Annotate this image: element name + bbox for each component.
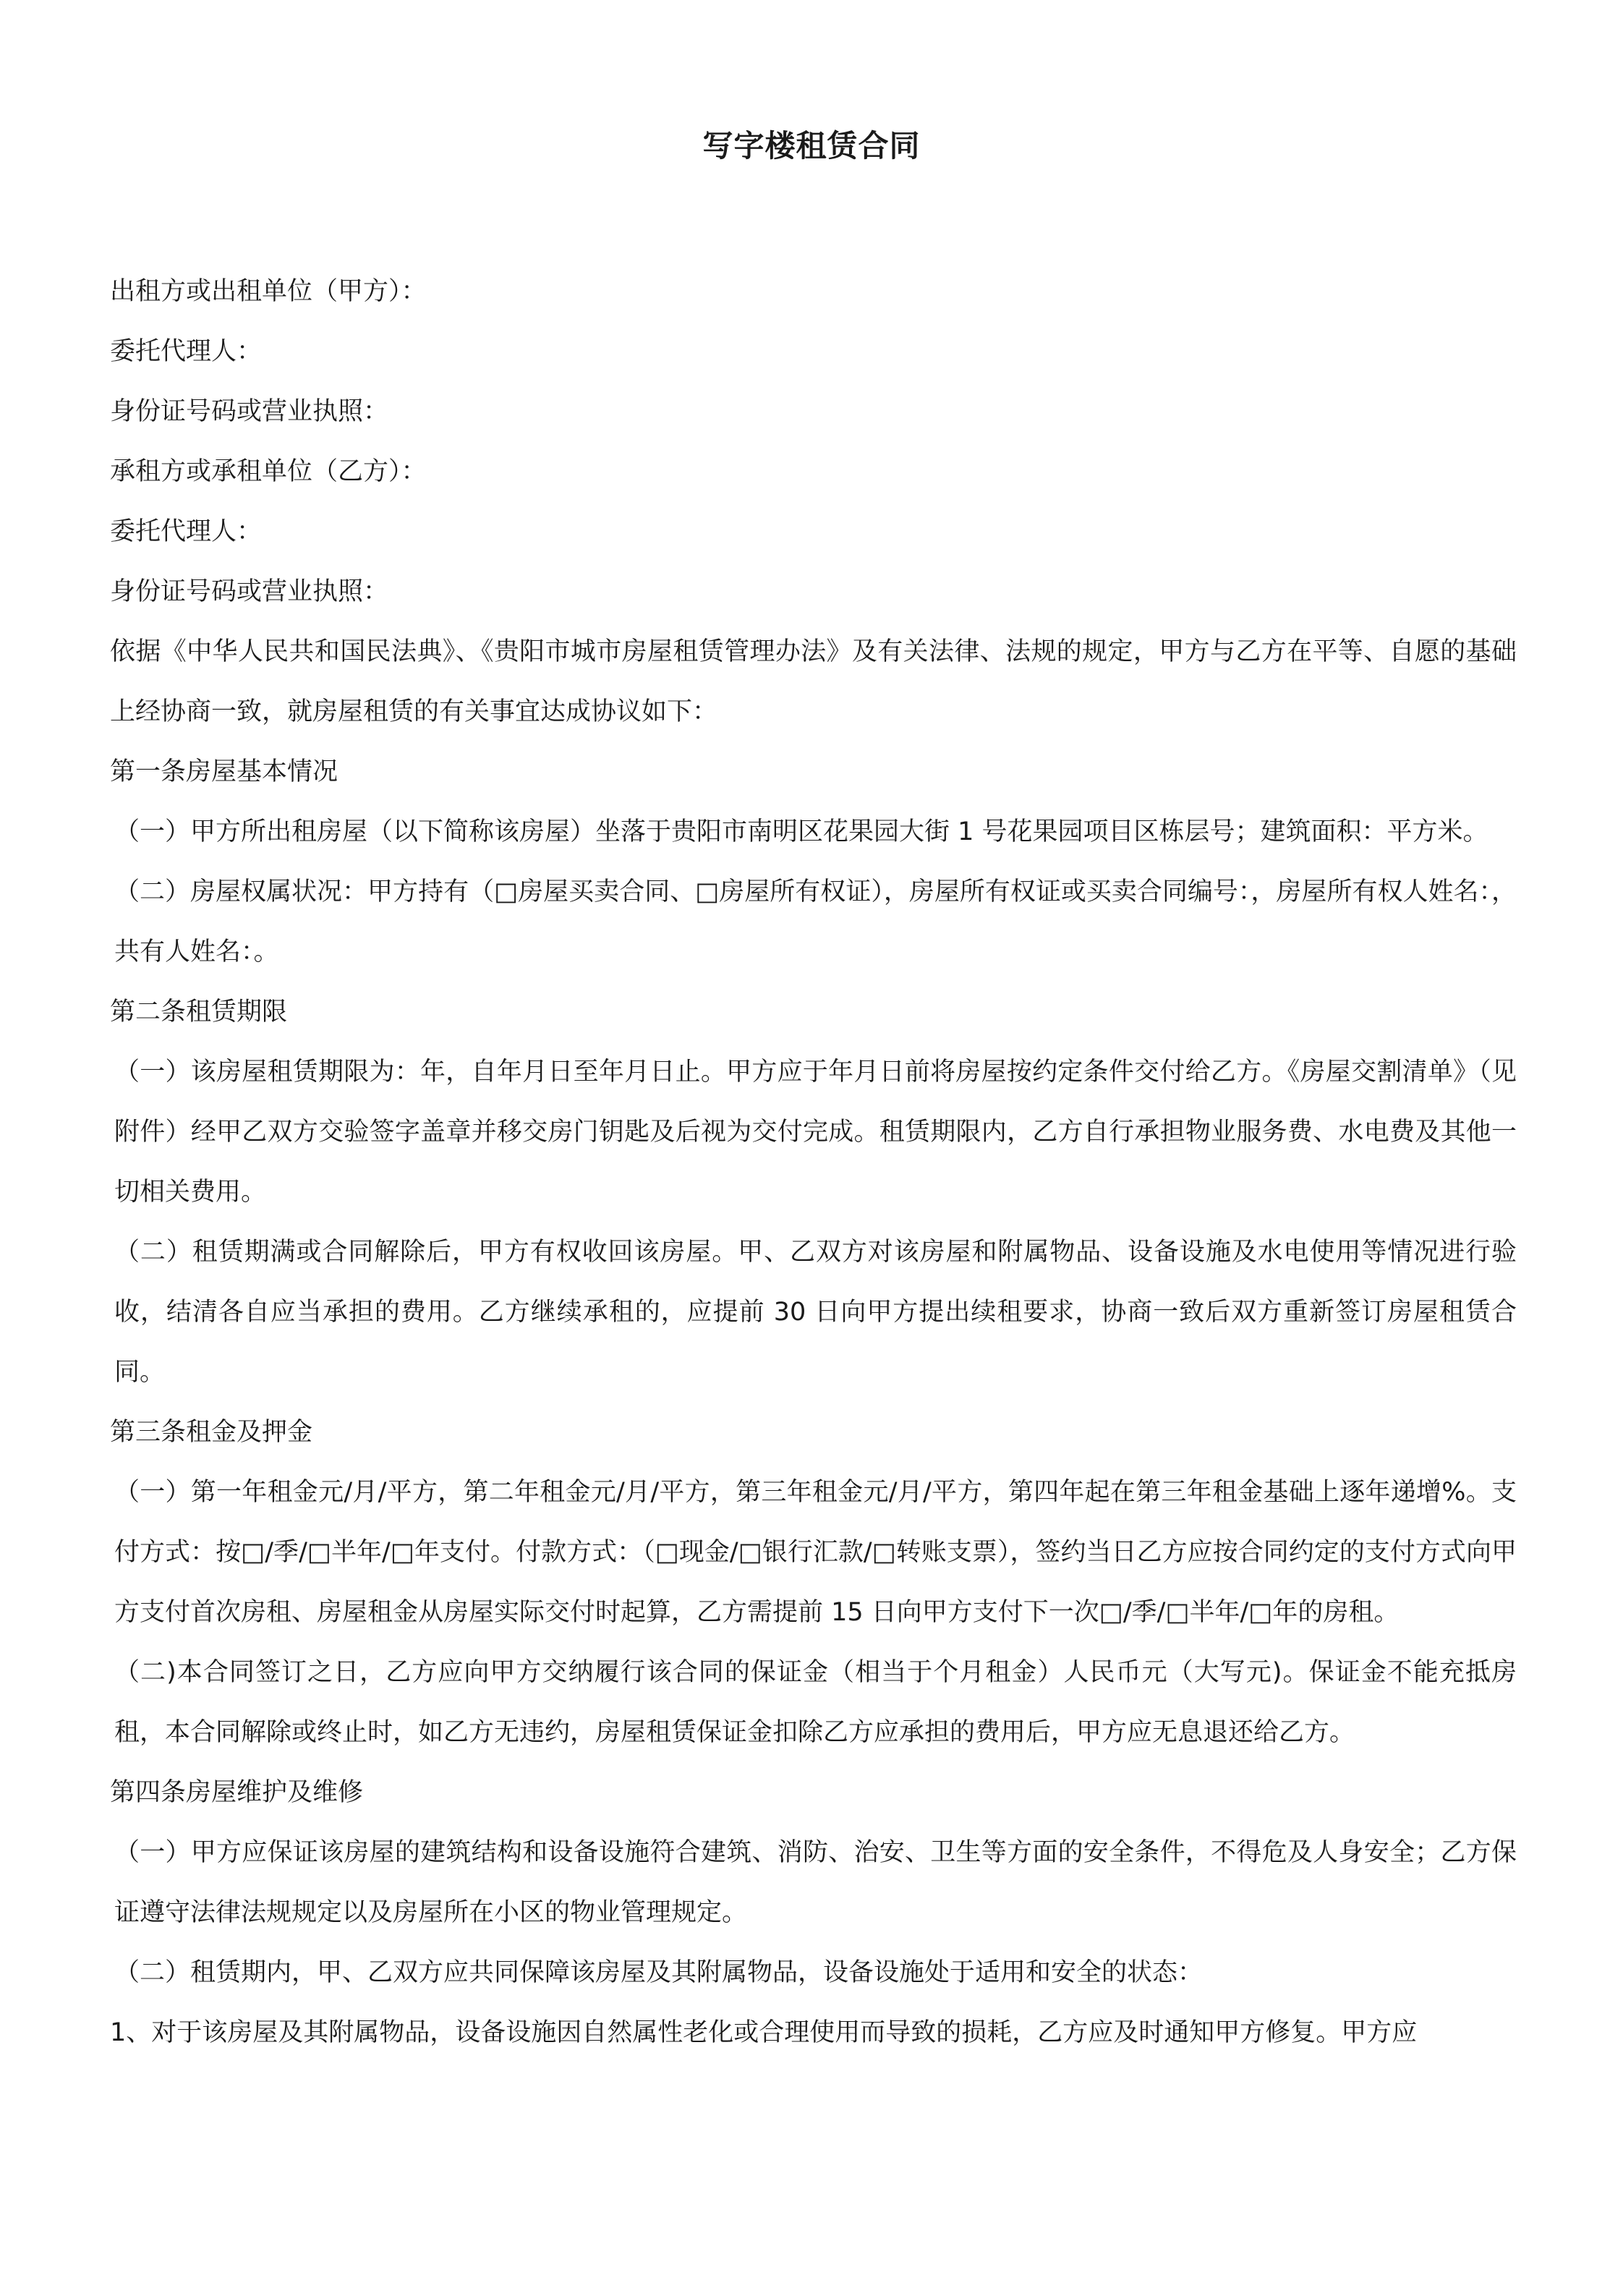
article-3-clause-1: （一）第一年租金元/月/平方，第二年租金元/月/平方，第三年租金元/月/平方，第四年起在第三年租金基础上逐年递增%。支付方式：按□/季/□半年/□年支付。付款方式：（□现金/□银行汇款/□转账支票），签约当日乙方应按合同约定的支付方式向甲方支付首次房租、房屋租金从房屋实际交付时起算，乙方需提前 15 日向甲方支付下一次□/季/□半年/□年的房租。 <box>114 1478 1517 1627</box>
article-3-clause-2: （二)本合同签订之日，乙方应向甲方交纳履行该合同的保证金（相当于个月租金）人民币元（大写元)。保证金不能充抵房租，本合同解除或终止时，如乙方无违约，房屋租赁保证金扣除乙方应承担的费用后，甲方应无息退还给乙方。 <box>114 1658 1517 1747</box>
preamble-paragraph: 依据《中华人民共和国民法典》、《贵阳市城市房屋租赁管理办法》及有关法律、法规的规定，甲方与乙方在平等、自愿的基础上经协商一致，就房屋租赁的有关事宜达成协议如下： <box>110 637 1517 726</box>
article-4-clause-1: （一）甲方应保证该房屋的建筑结构和设备设施符合建筑、消防、治安、卫生等方面的安全条件，不得危及人身安全；乙方保证遵守法律法规规定以及房屋所在小区的物业管理规定。 <box>114 1838 1517 1927</box>
article-3-heading: 第三条租金及押金 <box>110 1418 313 1447</box>
article-4-heading: 第四条房屋维护及维修 <box>110 1778 364 1807</box>
lessor-field: 出租方或出租单位（甲方）： <box>110 277 427 306</box>
article-1-clause-1: （一）甲方所出租房屋（以下简称该房屋）坐落于贵阳市南明区花果园大街 1 号花果园项目区栋层号；建筑面积：平方米。 <box>114 817 1488 846</box>
lessee-field: 承租方或承租单位（乙方）： <box>110 457 427 486</box>
document-title: 写字楼租赁合同 <box>702 128 921 163</box>
document-body <box>110 262 1517 2063</box>
lessor-id-field: 身份证号码或营业执照： <box>110 397 389 426</box>
article-1-clause-2: （二）房屋权属状况：甲方持有（□房屋买卖合同、□房屋所有权证），房屋所有权证或买卖合同编号：，房屋所有权人姓名：，共有人姓名：。 <box>114 877 1517 966</box>
lessor-agent-field: 委托代理人： <box>110 337 263 366</box>
article-4-clause-2: （二）租赁期内，甲、乙双方应共同保障该房屋及其附属物品，设备设施处于适用和安全的状态： <box>114 1958 1204 1987</box>
article-2-clause-1: （一）该房屋租赁期限为：年，自年月日至年月日止。甲方应于年月日前将房屋按约定条件交付给乙方。《房屋交割清单》（见附件）经甲乙双方交验签字盖章并移交房门钥匙及后视为交付完成。租赁期限内，乙方自行承担物业服务费、水电费及其他一切相关费用。 <box>114 1058 1517 1207</box>
lessee-agent-field: 委托代理人： <box>110 517 263 546</box>
article-1-heading: 第一条房屋基本情况 <box>110 757 338 786</box>
lessee-id-field: 身份证号码或营业执照： <box>110 577 389 606</box>
article-2-clause-2: （二）租赁期满或合同解除后，甲方有权收回该房屋。甲、乙双方对该房屋和附属物品、设备设施及水电使用等情况进行验收，结清各自应当承担的费用。乙方继续承租的，应提前 30 日向甲方提出续租要求，协商一致后双方重新签订房屋租赁合同。 <box>114 1238 1517 1387</box>
article-2-heading: 第二条租赁期限 <box>110 998 288 1026</box>
article-4-item-1: 1、对于该房屋及其附属物品，设备设施因自然属性老化或合理使用而导致的损耗，乙方应及时通知甲方修复。甲方应 <box>110 2018 1418 2047</box>
